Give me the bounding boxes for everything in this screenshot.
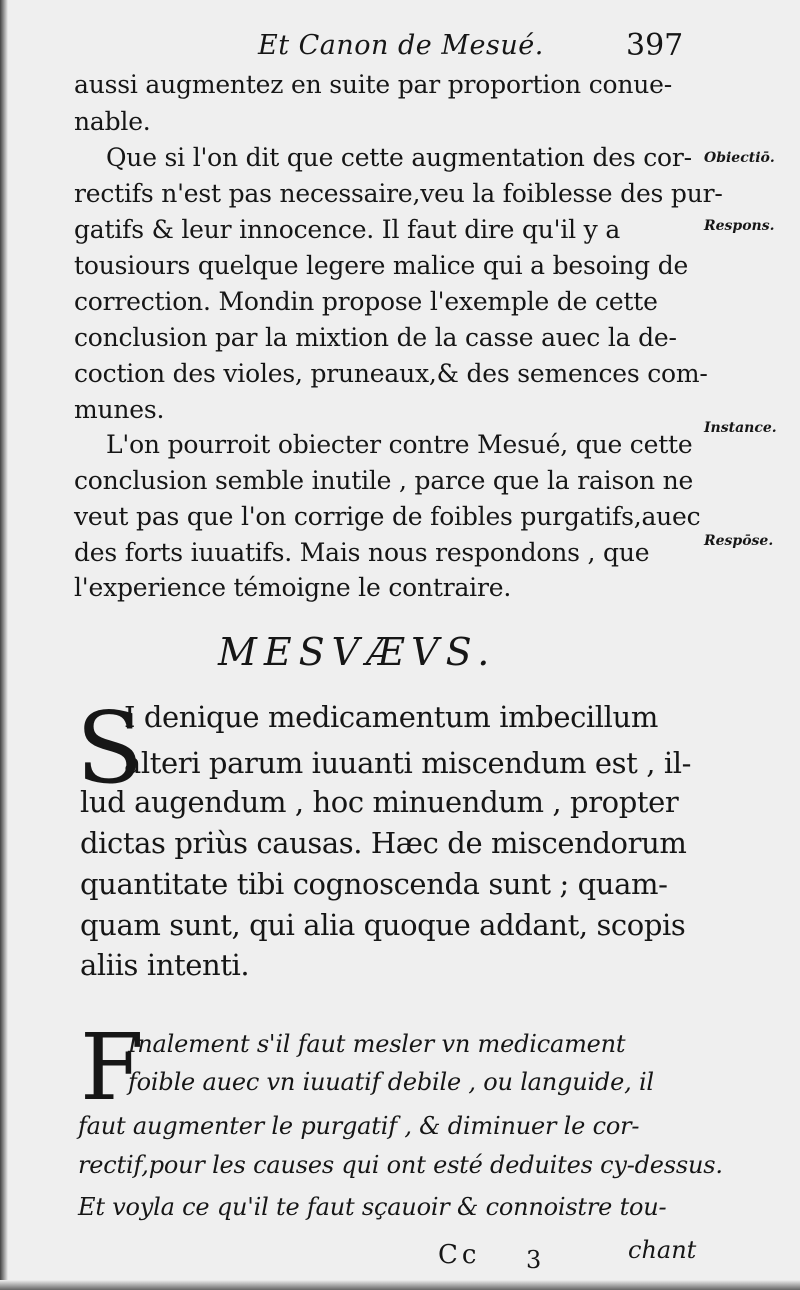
side-note: Instance. [704,420,777,436]
text-line: rectifs n'est pas necessaire,veu la foiblesse des pur- [74,179,723,208]
latin-line: quantitate tibi cognoscenda sunt ; quam- [80,867,668,901]
text-line: l'experience témoigne le contraire. [74,573,512,602]
section-heading: MESVÆVS. [218,630,497,674]
text-line: L'on pourroit obiecter contre Mesué, que cette [106,430,693,459]
latin-line: aliis intenti. [80,948,250,982]
text-line: gatifs & leur innocence. Il faut dire qu'il y a [74,215,621,244]
text-line: des forts iuuatifs. Mais nous respondons , que [74,538,650,567]
page-bottom-shadow [0,1280,800,1290]
page-edge-shadow [0,0,8,1290]
side-note: Respons. [704,218,775,234]
page-number: 397 [626,28,684,63]
text-line: conclusion semble inutile , parce que la raison ne [74,466,694,495]
catchword: chant [628,1236,697,1264]
side-note: Obiectiō. [704,150,775,166]
text-line: coction des violes, pruneaux,& des semences com- [74,359,708,388]
running-header: Et Canon de Mesué. [258,30,544,61]
latin-line: lud augendum , hoc minuendum , propter [80,785,679,819]
latin-line: alteri parum iuuanti miscendum est , il- [124,746,691,780]
text-line: Que si l'on dit que cette augmentation des cor- [106,143,692,172]
text-line: tousiours quelque legere malice qui a besoing de [74,251,689,280]
signature-number: 3 [526,1246,542,1274]
italic-line: Inalement s'il faut mesler vn medicament [128,1030,626,1058]
drop-cap: S [76,692,144,806]
side-note: Respōse. [704,533,774,549]
italic-line: rectif,pour les causes qui ont esté deduites cy-dessus. [78,1151,723,1179]
text-line: aussi augmentez en suite par proportion conue- [74,70,672,99]
text-line: nable. [74,107,151,136]
italic-line: faut augmenter le purgatif , & diminuer le cor- [78,1112,640,1140]
latin-line: I denique medicamentum imbecillum [124,700,658,734]
text-line: correction. Mondin propose l'exemple de cette [74,287,658,316]
italic-line: Et voyla ce qu'il te faut sçauoir & connoistre tou- [78,1193,667,1221]
latin-line: dictas priùs causas. Hæc de miscendorum [80,826,687,860]
latin-line: quam sunt, qui alia quoque addant, scopis [80,908,686,942]
drop-cap: F [80,1014,144,1121]
text-line: veut pas que l'on corrige de foibles purgatifs,auec [74,502,701,531]
text-line: conclusion par la mixtion de la casse auec la de- [74,323,677,352]
text-line: munes. [74,395,165,424]
italic-line: foible auec vn iuuatif debile , ou languide, il [128,1068,654,1096]
signature-mark: Cc [438,1240,481,1270]
